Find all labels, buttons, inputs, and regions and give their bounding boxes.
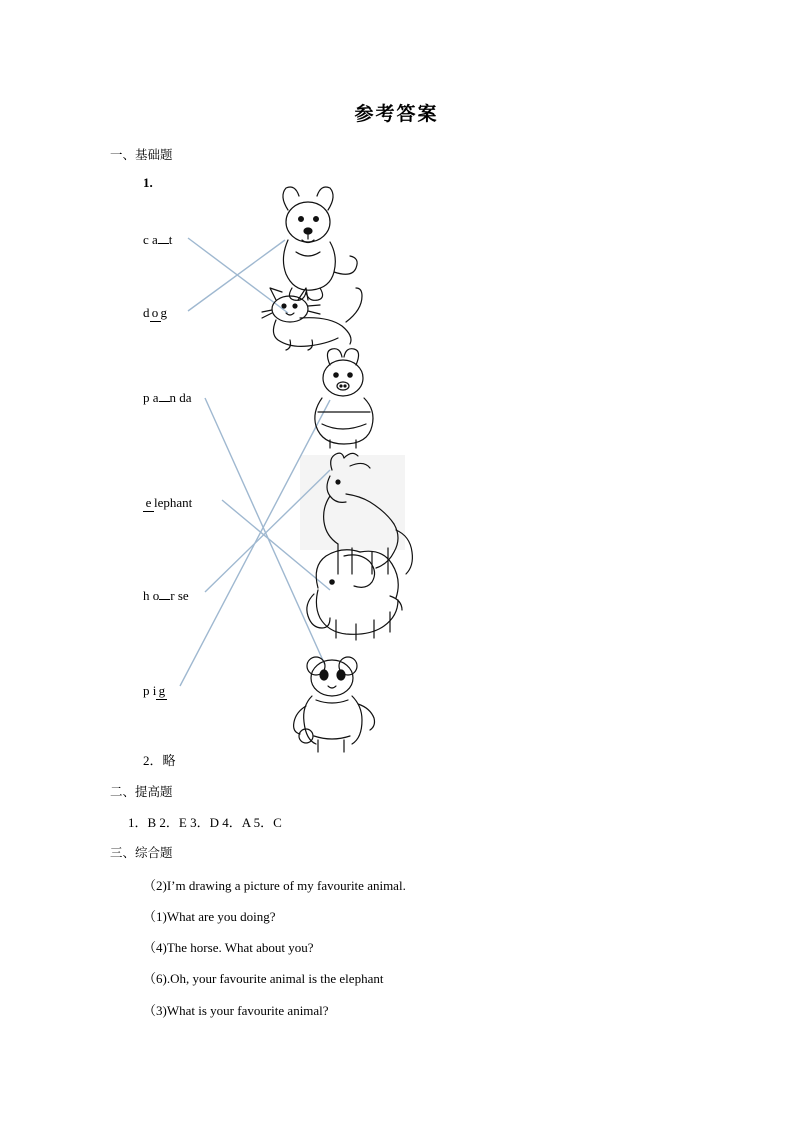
match-word-horse-post: r se (170, 588, 189, 603)
answer-number: 1 (156, 909, 163, 924)
list-item (143, 875, 406, 894)
answer-text: )I’m drawing a picture of my favourite animal. (162, 878, 406, 893)
answer-paren-open: （ (143, 1003, 157, 1018)
list-item (143, 968, 383, 987)
section-heading-comprehensive: 三、综合题 (110, 845, 173, 860)
section-heading-basic: 一、基础题 (110, 147, 173, 162)
question-1-label: 1. (143, 175, 153, 190)
list-item (143, 906, 276, 925)
match-word-panda-post: n da (169, 390, 192, 405)
answer-text: )The horse. What about you? (162, 940, 314, 955)
match-word-panda-pre: p a (143, 390, 159, 405)
match-word-cat-post: t (168, 232, 173, 247)
answer-paren-open: （ (143, 971, 157, 986)
list-item (143, 937, 314, 956)
section2-answers: 1．B 2．E 3．D 4．A 5．C (128, 815, 282, 830)
list-item (143, 1000, 329, 1019)
answer-number: 2 (156, 878, 163, 893)
match-word-pig-blank: g (156, 683, 167, 700)
answer-text: )What are you doing? (162, 909, 276, 924)
answer-paren-open: （ (143, 878, 157, 893)
answer-number: 6 (156, 971, 163, 986)
match-word-dog-pre: d (143, 305, 150, 320)
answer-paren-open: （ (143, 909, 157, 924)
section-heading-improve: 二、提高题 (110, 784, 173, 799)
match-word-cat-pre: c a (143, 232, 158, 247)
answer-number: 3 (156, 1003, 163, 1018)
match-word-dog-blank: o (150, 305, 161, 322)
match-word-pig-pre: p i (143, 683, 157, 698)
page-title: 参考答案 (354, 103, 439, 125)
match-word-horse-pre: h o (143, 588, 160, 603)
answer-paren-open: （ (143, 940, 157, 955)
match-word-elephant-post: lephant (154, 495, 193, 510)
answer-text: )What is your favourite animal? (162, 1003, 329, 1018)
match-word-elephant-blank: e (143, 495, 154, 512)
answer-text: ).Oh, your favourite animal is the elephant (162, 971, 384, 986)
answer-number: 4 (156, 940, 163, 955)
question-2-line: 2．略 (143, 753, 176, 768)
match-word-dog-post: g (160, 305, 167, 320)
